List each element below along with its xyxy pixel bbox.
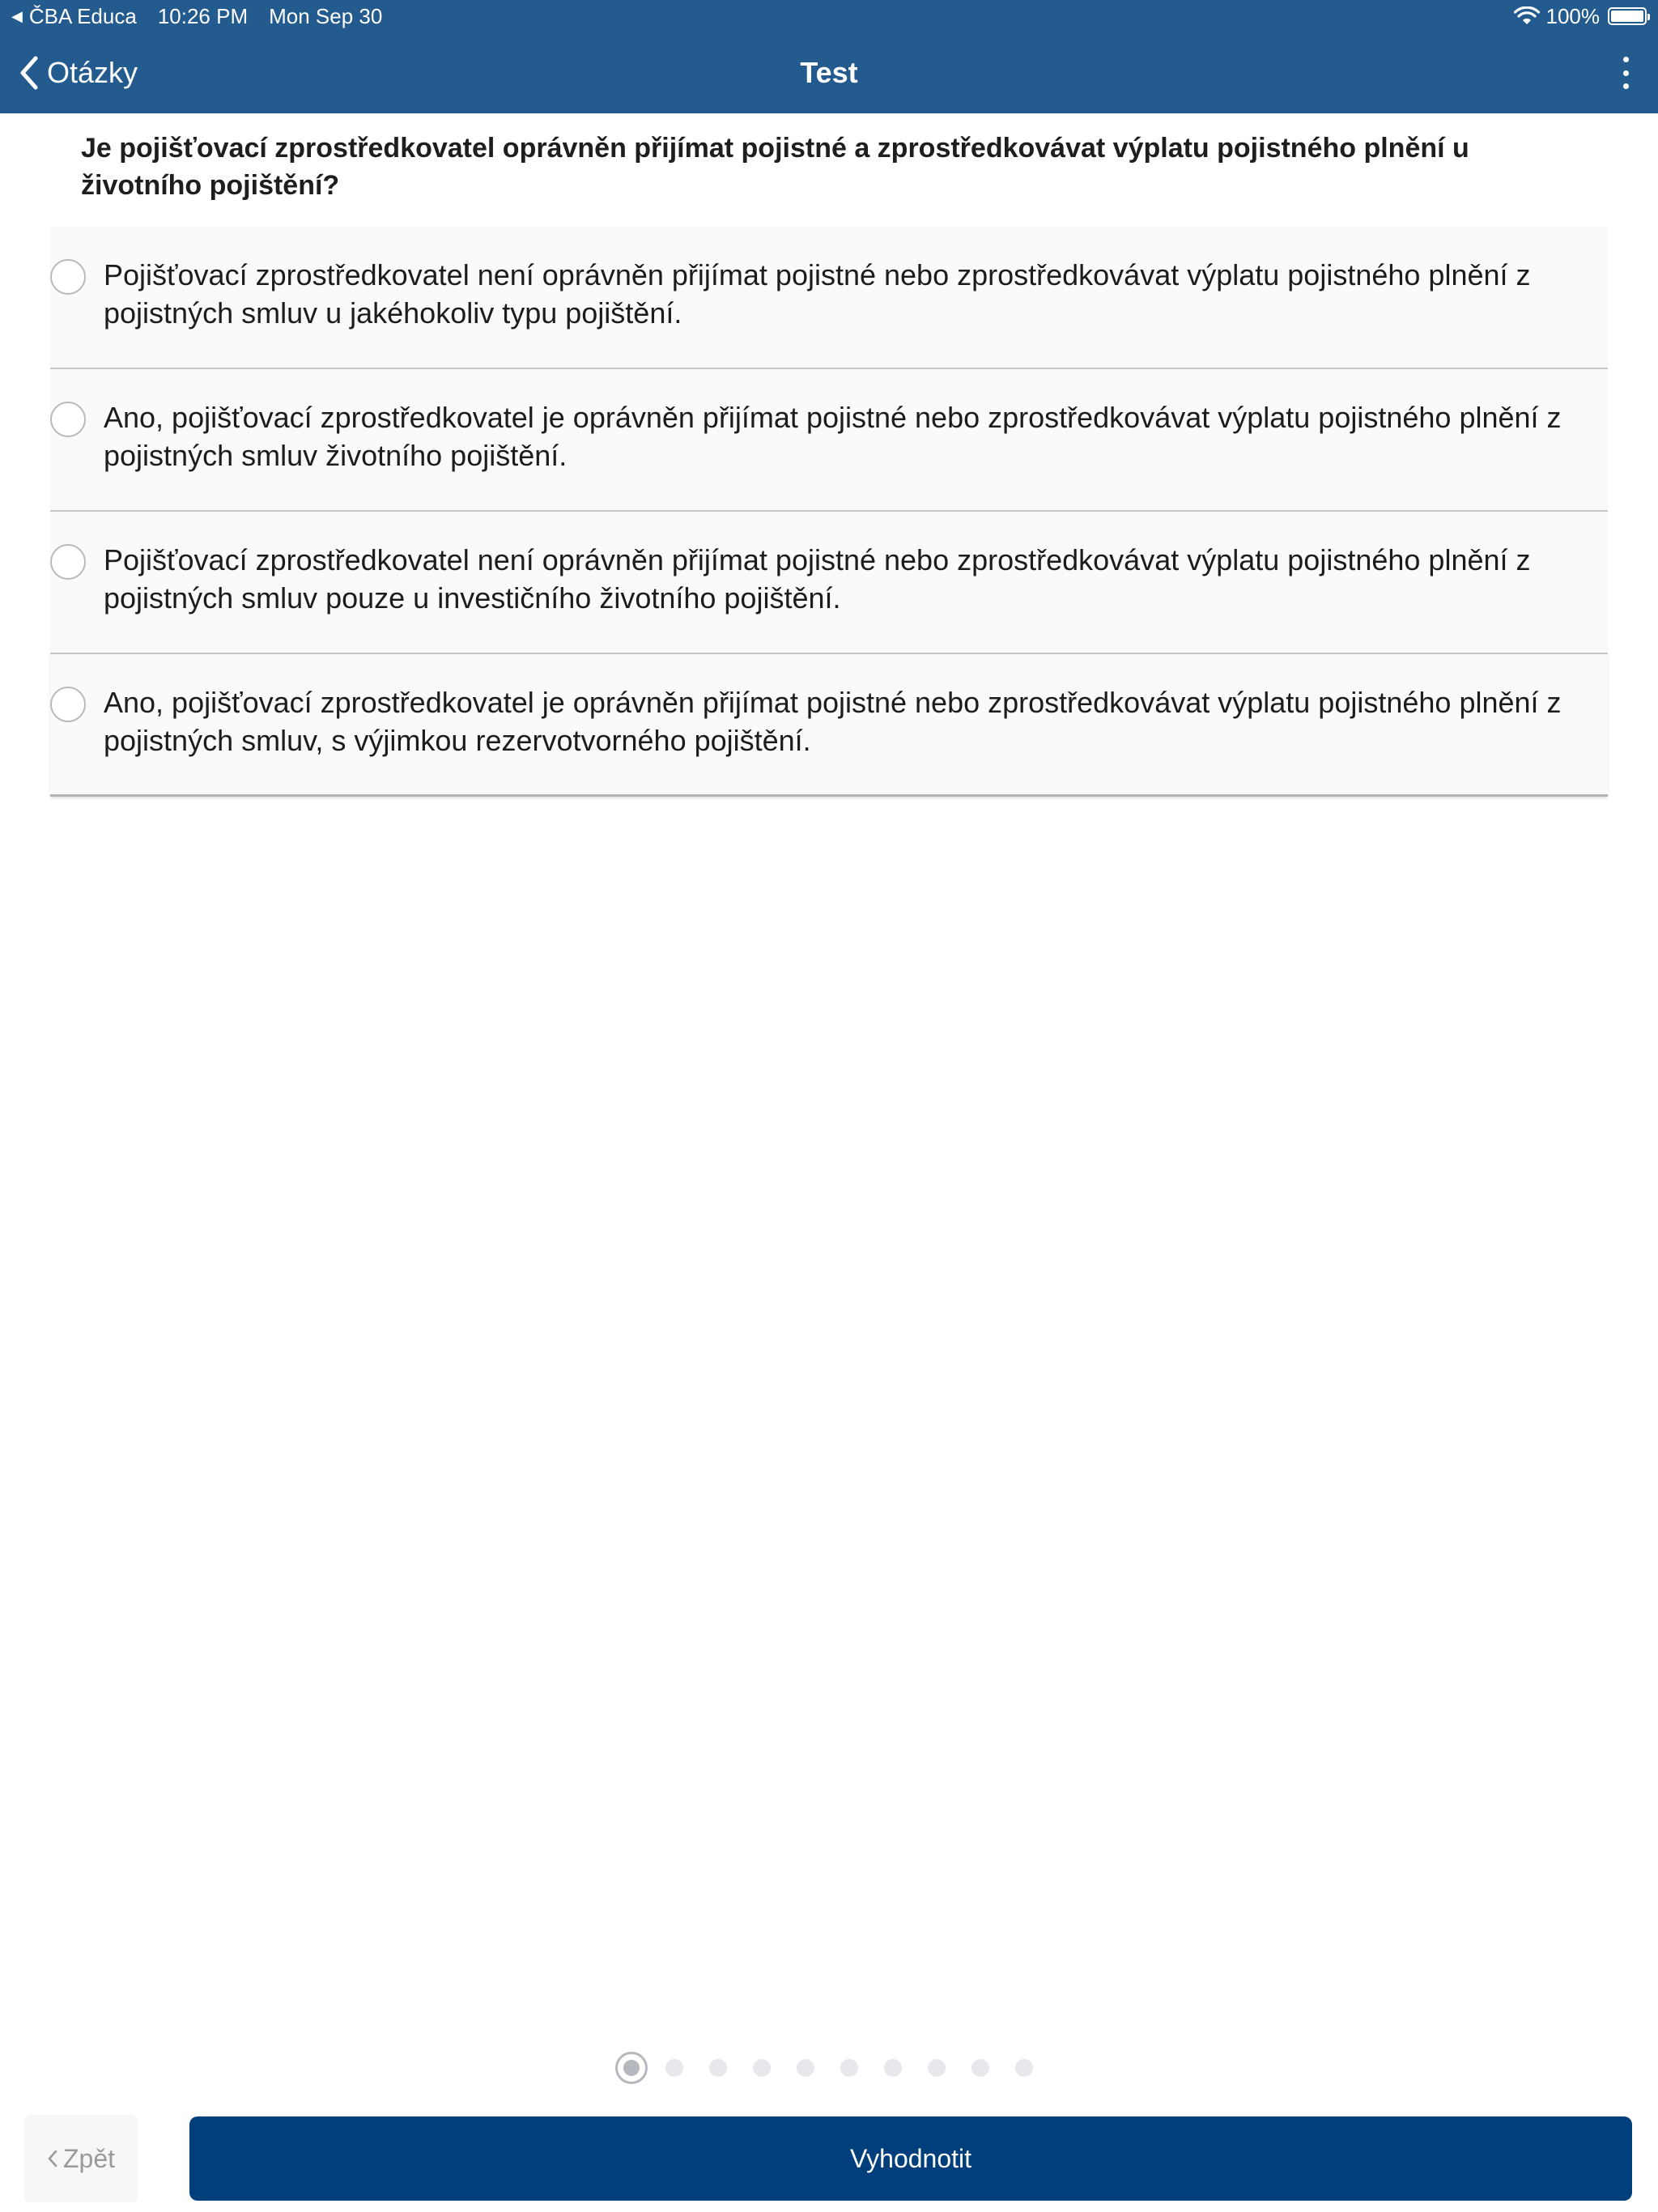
radio-button[interactable] — [50, 687, 86, 722]
answer-text: Ano, pojišťovací zprostředkovatel je oprávněn přijímat pojistné nebo zprostředkovávat výplatu pojistného plnění z pojistných smluv, s výjimkou rezervotvorného pojištění. — [104, 686, 1562, 757]
answer-option-1[interactable] — [50, 227, 1608, 369]
page-dot-9[interactable] — [971, 2059, 989, 2077]
battery-percent: 100% — [1545, 4, 1600, 28]
previous-label: Zpět — [62, 2143, 116, 2173]
back-to-app-icon[interactable]: ◀ — [11, 8, 23, 24]
header — [0, 0, 1658, 113]
page-title: Test — [800, 56, 858, 89]
evaluate-button[interactable]: Vyhodnotit — [189, 2116, 1632, 2201]
status-time: 10:26 PM — [157, 4, 249, 28]
status-left — [11, 0, 403, 32]
wifi-icon — [1514, 6, 1540, 26]
page-dot-10[interactable] — [1015, 2059, 1033, 2077]
answer-list — [50, 227, 1608, 797]
answer-text: Pojišťovací zprostředkovatel není oprávněn přijímat pojistné nebo zprostředkovávat výplatu pojistného plnění z pojistných smluv u jakéhokoliv typu pojištění. — [104, 258, 1531, 330]
back-to-app-label[interactable]: ČBA Educa — [28, 4, 137, 28]
page-dot-3[interactable] — [709, 2059, 727, 2077]
battery-level — [1611, 11, 1643, 22]
status-right — [1514, 0, 1647, 32]
answer-text: Pojišťovací zprostředkovatel není oprávněn přijímat pojistné nebo zprostředkovávat výplatu pojistného plnění z pojistných smluv pouze u investičního životního pojištění. — [104, 543, 1531, 615]
answer-option-2[interactable] — [50, 369, 1608, 512]
page-dot-8[interactable] — [928, 2059, 946, 2077]
page-dot-4[interactable] — [753, 2059, 771, 2077]
chevron-left-icon — [47, 2149, 58, 2168]
answer-option-4[interactable] — [50, 654, 1608, 797]
page-dot-6[interactable] — [840, 2059, 858, 2077]
page-dot-1[interactable] — [615, 2052, 648, 2084]
chevron-left-icon — [18, 55, 40, 91]
status-date: Mon Sep 30 — [269, 4, 383, 28]
radio-button[interactable] — [50, 259, 86, 295]
more-options-icon[interactable] — [1618, 57, 1634, 89]
status-bar — [0, 0, 1658, 32]
question-pager — [615, 2050, 1059, 2086]
back-to-questions-button[interactable] — [18, 50, 138, 96]
radio-button[interactable] — [50, 544, 86, 580]
answer-text: Ano, pojišťovací zprostředkovatel je oprávněn přijímat pojistné nebo zprostředkovávat výplatu pojistného plnění z pojistných smluv životního pojištění. — [104, 401, 1562, 472]
question-text: Je pojišťovací zprostředkovatel oprávněn přijímat pojistné a zprostředkovávat výplatu pojistného plnění u životního pojištění? — [81, 133, 1469, 201]
back-to-questions-label: Otázky — [47, 56, 138, 89]
radio-button[interactable] — [50, 402, 86, 437]
answer-option-3[interactable] — [50, 512, 1608, 654]
page-dot-5[interactable] — [797, 2059, 814, 2077]
battery-icon — [1608, 7, 1647, 25]
page-dot-7[interactable] — [884, 2059, 902, 2077]
previous-button[interactable] — [24, 2115, 138, 2202]
page-dot-2[interactable] — [665, 2059, 683, 2077]
